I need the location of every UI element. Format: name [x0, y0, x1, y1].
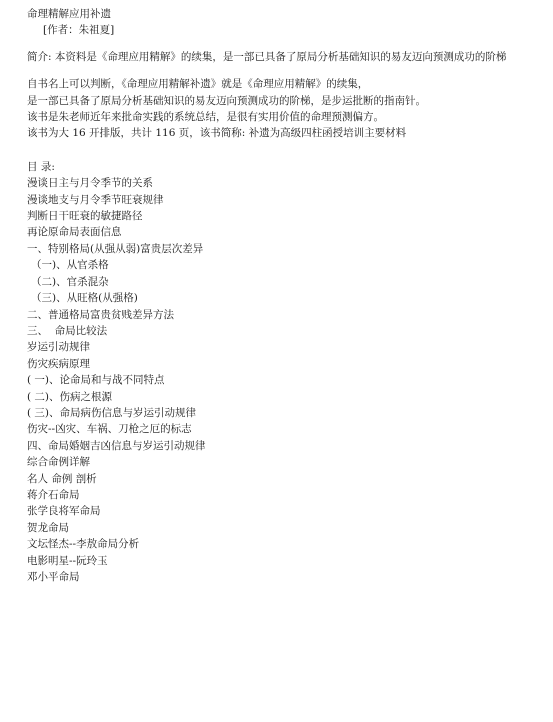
toc-item: 再论原命局表面信息 — [27, 226, 122, 239]
toc-item: ( 二)、伤病之根源 — [27, 390, 113, 403]
description-line: 自书名上可以判断，《命理应用精解补遗》就是《命理应用精解》的续集， — [27, 78, 369, 91]
toc-item: 三、 命局比较法 — [27, 324, 108, 337]
toc-item: 四、命局婚姻吉凶信息与岁运引动规律 — [27, 439, 206, 452]
intro-paragraph: 简介: 本资料是《命理应用精解》的续集，是一部已具备了原局分析基础知识的易友迈向预测成功的阶梯 — [27, 50, 507, 63]
toc-item: 伤灾疾病原理 — [27, 357, 90, 370]
document — [27, 6, 547, 585]
toc-item: 漫谈地支与月令季节旺衰规律 — [27, 193, 164, 206]
description-line: 是一部已具备了原局分析基础知识的易友迈向预测成功的阶梯，是步运批断的指南针。 — [27, 94, 426, 107]
toc-item: 贺龙命局 — [27, 521, 69, 534]
toc-item: 岁运引动规律 — [27, 341, 90, 354]
toc-item: 漫谈日主与月令季节的关系 — [27, 177, 153, 190]
toc-item: 文坛怪杰--李敖命局分析 — [27, 538, 140, 551]
toc-item: （一)、从官杀格 — [31, 259, 109, 272]
toc-item: 名人 命例 剖析 — [27, 472, 97, 485]
toc-item: （二)、官杀混杂 — [31, 275, 109, 288]
toc-item: 伤灾--凶灾、车祸、刀枪之厄的标志 — [27, 423, 192, 436]
description-line: 该书为大 16 开排版，共计 116 页，该书简称: 补遗为高级四柱函授培训主要材料 — [27, 127, 407, 140]
toc-item: 张学良将军命局 — [27, 505, 101, 518]
toc-item: 一、特别格局(从强从弱)富贵层次差异 — [27, 242, 204, 255]
author-line: [作者：朱祖夏] — [43, 24, 115, 37]
toc-item: 判断日干旺衰的敏捷路径 — [27, 210, 143, 223]
toc-item: 综合命例详解 — [27, 456, 90, 469]
toc-item: （三)、从旺格(从强格) — [31, 292, 138, 305]
toc-item: 电影明星--阮玲玉 — [27, 554, 108, 567]
toc-item: 二、普通格局富贵贫贱差异方法 — [27, 308, 174, 321]
document-title: 命理精解应用补遗 — [27, 8, 111, 20]
toc-item: ( 一)、论命局和与战不同特点 — [27, 374, 165, 387]
table-of-contents — [27, 159, 547, 586]
toc-item: 蒋介石命局 — [27, 488, 80, 501]
toc-heading: 目 录: — [27, 160, 55, 173]
toc-item: ( 三)、命局病伤信息与岁运引动规律 — [27, 406, 197, 419]
toc-item: 邓小平命局 — [27, 571, 80, 583]
description-line: 该书是朱老师近年来批命实践的系统总结，是很有实用价值的命理预测偏方。 — [27, 111, 384, 124]
